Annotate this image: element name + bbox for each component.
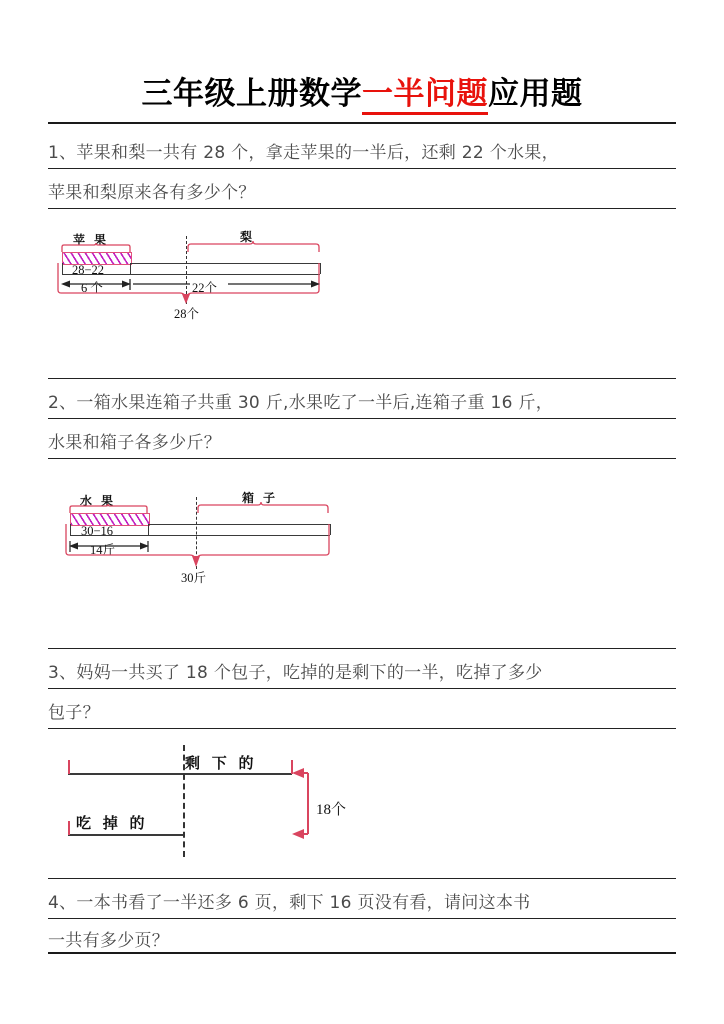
diagram3-arrow-top — [292, 768, 304, 778]
diagram1-total-label-28: 28个 — [174, 307, 200, 321]
problem-3-line-2: 包子？ — [48, 703, 100, 723]
diagram1-hatch-formula: 28−22 — [72, 263, 105, 277]
title-prefix: 三年级上册数学 — [141, 76, 362, 111]
diagram2-segment-label-14: 14斤 — [90, 543, 116, 557]
diagram3-tick-bottom-left — [68, 821, 70, 835]
problem-1-line-1: 1、苹果和梨一共有 28 个，拿走苹果的一半后，还剩 22 个水果， — [48, 143, 559, 163]
diagram1-right-label: 梨 — [240, 230, 256, 244]
title-highlight: 一半问题 — [362, 76, 488, 115]
diagram3-top-label: 剩 下 的 — [185, 756, 258, 772]
title-suffix: 应用题 — [488, 76, 583, 111]
rule-p4-top — [48, 878, 676, 879]
diagram3-arrow-bottom — [292, 829, 304, 839]
problem-4-line-2: 一共有多少页？ — [48, 931, 170, 951]
diagram2-hatch-formula: 30−16 — [81, 524, 114, 538]
diagram3-bottom-label: 吃 掉 的 — [76, 816, 149, 832]
diagram1-segment-label-6: 6 个 — [81, 281, 103, 295]
problem-2-line-1: 2、一箱水果连箱子共重 30 斤,水果吃了一半后,连箱子重 16 斤， — [48, 393, 554, 413]
diagram2-right-label: 箱 子 — [242, 491, 279, 505]
diagram1-left-label: 苹 果 — [73, 233, 110, 247]
diagram3-tick-top-right — [291, 760, 293, 774]
diagram3-tick-top-left — [68, 760, 70, 774]
problem-3-line-1: 3、妈妈一共买了 18 个包子，吃掉的是剩下的一半，吃掉了多少 — [48, 663, 543, 683]
problem-2-line-2: 水果和箱子各多少斤？ — [48, 433, 221, 453]
diagram3-bar-top — [68, 773, 292, 775]
rule-p4-b — [48, 952, 676, 954]
diagram3-center-dashed-line — [183, 745, 185, 857]
diagram2-left-label: 水 果 — [80, 494, 117, 508]
diagram3-bar-bottom — [68, 834, 183, 836]
rule-p4-a — [48, 918, 676, 919]
problem-4-line-1: 4、一本书看了一半还多 6 页，剩下 16 页没有看，请问这本书 — [48, 893, 531, 913]
diagram3-brace-label: 18个 — [316, 802, 347, 818]
diagram2-total-label-30: 30斤 — [181, 571, 207, 585]
diagram1-segment-label-22: 22个 — [192, 281, 218, 295]
problem-1-line-2: 苹果和梨原来各有多少个？ — [48, 183, 256, 203]
